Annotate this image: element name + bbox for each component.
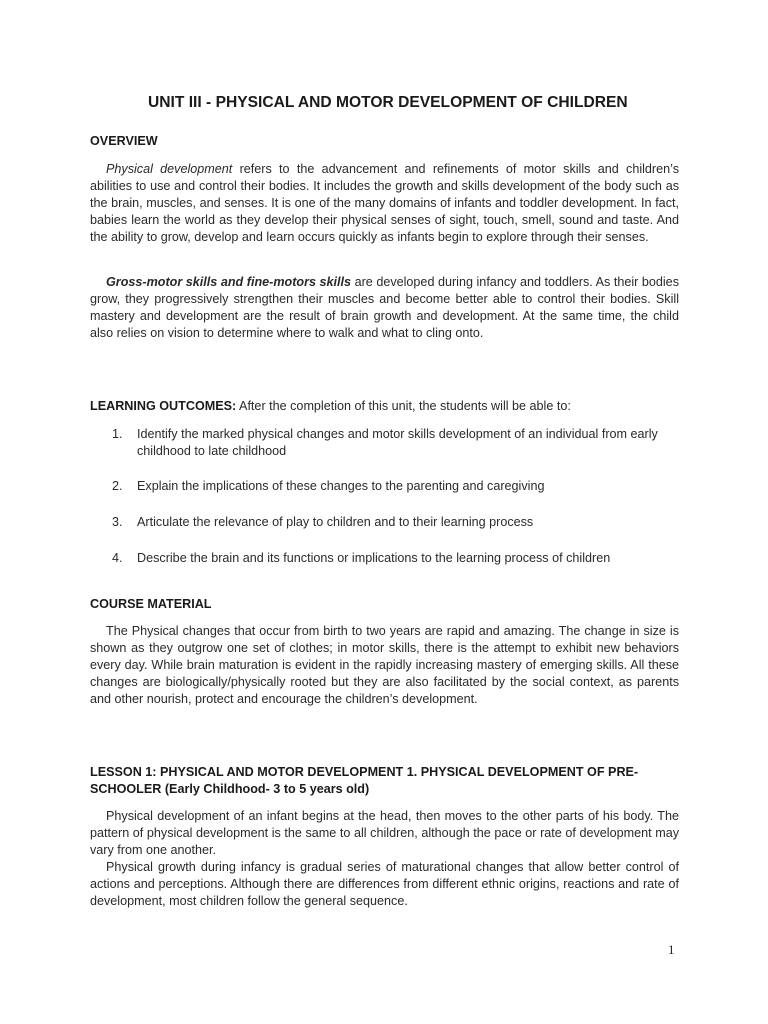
lesson-1-p2-text: Physical growth during infancy is gradual series of maturational changes that allow better control of actions and perceptions. Although there are differences from different ethnic origins, reactions and rate of development, most children follow the general sequence. (90, 860, 679, 908)
page-number: 1 (668, 942, 675, 957)
overview-paragraph-1 (90, 161, 679, 246)
overview-paragraph-2 (90, 274, 679, 342)
list-item-number: 4. (112, 551, 123, 565)
list-item-number: 3. (112, 515, 123, 529)
list-item-text: Articulate the relevance of play to children and to their learning process (137, 515, 534, 529)
lesson-1-paragraph-2 (90, 859, 679, 910)
list-item-text: Explain the implications of these changes to the parenting and caregiving (137, 479, 545, 493)
learning-outcomes-heading: LEARNING OUTCOMES: (90, 399, 237, 413)
learning-outcomes-line (90, 399, 571, 413)
learning-outcomes-intro: After the completion of this unit, the students will be able to: (236, 399, 571, 413)
course-material-text: The Physical changes that occur from birth to two years are rapid and amazing. The change in size is shown as they outgrow one set of clothes; in motor skills, there is the attempt to exhibit new behaviors every day. While brain maturation is evident in the rapidly increasing mastery of emerging skills. All these changes are biologically/physically rooted but they are also facilitated by the social context, as parents and other nourish, protect and encourage the children’s development. (90, 624, 679, 706)
course-material-heading: COURSE MATERIAL (90, 597, 212, 611)
overview-p2-lead: Gross-motor skills and fine-motors skills (106, 275, 352, 289)
overview-p1-text: refers to the advancement and refinements of motor skills and children’s abilities to use and control their bodies. It includes the growth and skills development of the body such as the brain, muscles, and senses. It is one of the many domains of infants and toddler development. In fact, babies learn the world as they develop their physical senses of sight, touch, smell, sound and taste. And the ability to grow, develop and learn occurs quickly as infants begin to explore through their senses. (90, 162, 679, 244)
course-material-paragraph (90, 623, 679, 708)
list-item (112, 426, 682, 460)
list-item-text: Describe the brain and its functions or implications to the learning process of children (137, 551, 611, 565)
lesson-1-heading: LESSON 1: PHYSICAL AND MOTOR DEVELOPMENT 1. PHYSICAL DEVELOPMENT OF PRE-SCHOOLER (Early Childhood- 3 to 5 years old) (90, 765, 639, 796)
list-item-text: Identify the marked physical changes and motor skills development of an individual from early childhood to late childhood (137, 427, 658, 458)
list-item (112, 550, 682, 567)
list-item (112, 478, 682, 495)
list-item-number: 2. (112, 479, 123, 493)
lesson-1-p1-text: Physical development of an infant begins at the head, then moves to the other parts of his body. The pattern of physical development is the same to all children, although the pace or rate of development may vary from one another. (90, 809, 679, 857)
list-item-number: 1. (112, 427, 123, 441)
overview-p1-lead: Physical development (106, 162, 233, 176)
page-title: UNIT III - PHYSICAL AND MOTOR DEVELOPMENT OF CHILDREN (148, 94, 628, 111)
list-item (112, 514, 682, 531)
overview-heading: OVERVIEW (90, 134, 158, 148)
lesson-1-paragraph-1 (90, 808, 679, 859)
overview-p2-text: are developed during infancy and toddlers. As their bodies grow, they progressively strengthen their muscles and become better able to control their bodies. Skill mastery and development are the result of brain growth and development. At the same time, the child also relies on vision to determine where to walk and what to cling onto. (90, 275, 679, 340)
